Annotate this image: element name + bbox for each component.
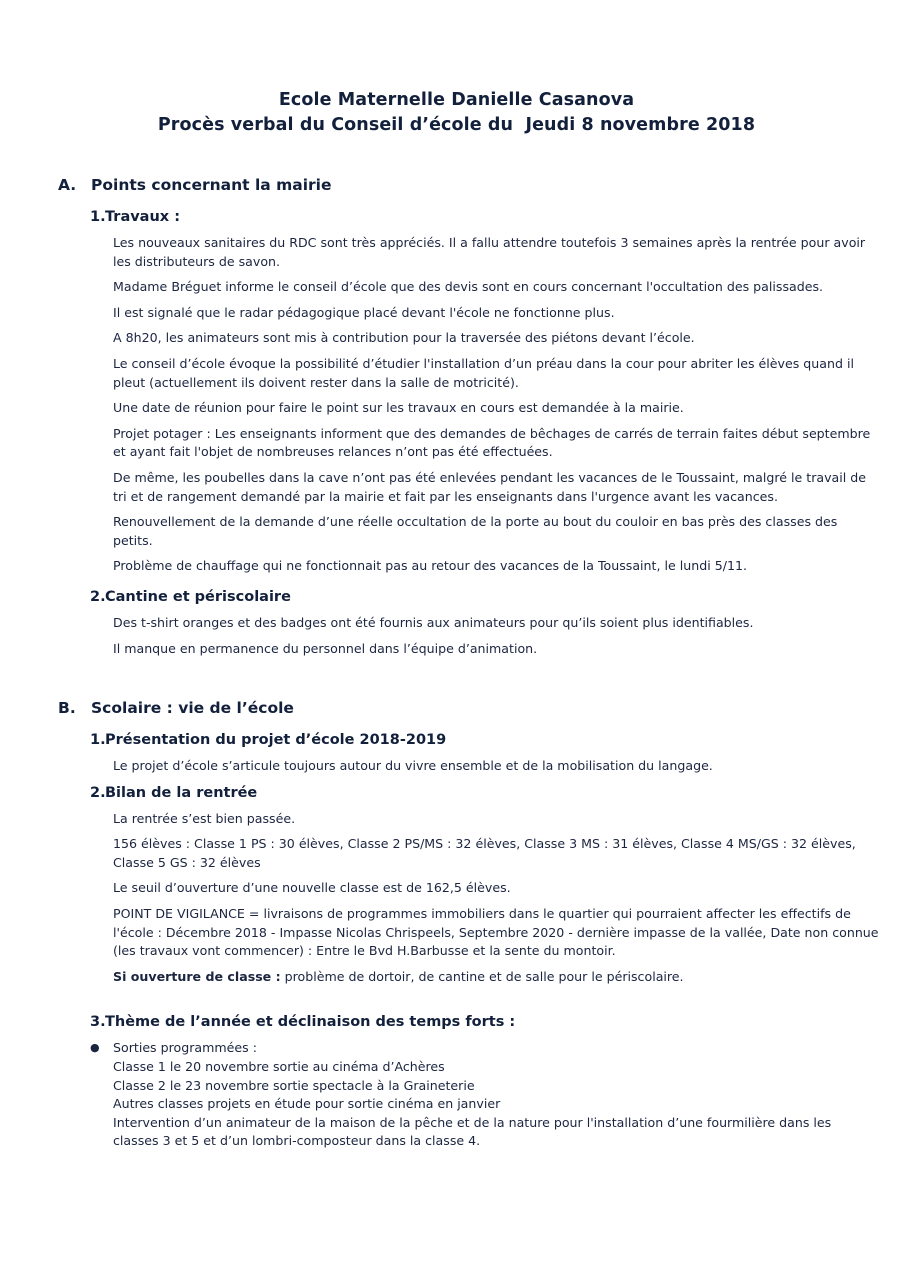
paragraph-rest: problème de dortoir, de cantine et de salle pour le périscolaire. (280, 968, 684, 984)
section-b-heading (0, 698, 913, 719)
subsection-a1-heading (0, 207, 913, 227)
subsection-b3-title: Thème de l’année et déclinaison des temps forts : (105, 1014, 516, 1031)
paragraph: De même, les poubelles dans la cave n’ont pas été enlevées pendant les vacances de le Toussaint, malgré le travail de tri et de rangement demandé par la mairie et fait par les enseignants dans l'urgence avant les vacances. (113, 469, 866, 504)
paragraph: Les nouveaux sanitaires du RDC sont très appréciés. Il a fallu attendre toutefois 3 semaines après la rentrée pour avoir les distributeurs de savon. (113, 235, 866, 269)
title-line-2: Procès verbal du Conseil d’école du Jeudi 8 novembre 2018 (157, 115, 756, 135)
paragraph: Problème de chauffage qui ne fonctionnait pas au retour des vacances de la Toussaint, le lundi 5/11. (113, 558, 747, 574)
section-a-title: Points concernant la mairie (91, 176, 332, 194)
section-b (0, 698, 913, 1151)
paragraph: Une date de réunion pour faire le point sur les travaux en cours est demandée à la mairie. (113, 400, 684, 416)
spacer (0, 506, 913, 513)
spacer (0, 658, 913, 698)
spacer (0, 322, 913, 329)
subsection-a1-marker: 1. (90, 209, 106, 225)
bullet-icon: ● (90, 1041, 100, 1055)
paragraph: Renouvellement de la demande d’une réelle occultation de la porte au bout du couloir en bas près des classes des petits. (113, 514, 838, 548)
spacer (0, 828, 913, 835)
spacer (0, 196, 913, 207)
paragraph: Madame Bréguet informe le conseil d’école que des devis sont en cours concernant l'occultation des palissades. (113, 279, 824, 295)
spacer (0, 418, 913, 425)
paragraph-si-ouverture (0, 968, 913, 987)
subsection-a2-marker: 2. (90, 588, 106, 605)
spacer (0, 872, 913, 879)
spacer (0, 719, 913, 730)
section-a (0, 175, 913, 658)
list-item-subline: Classe 2 le 23 novembre sortie spectacle à la Graineterie (113, 1077, 475, 1093)
spacer (0, 961, 913, 968)
spacer (0, 607, 913, 614)
section-a-marker: A. (58, 176, 77, 194)
spacer (0, 898, 913, 905)
spacer (0, 776, 913, 783)
paragraph: A 8h20, les animateurs sont mis à contribution pour la traversée des piétons devant l’école. (113, 330, 695, 346)
spacer (0, 750, 913, 757)
spacer (0, 462, 913, 469)
subsection-b1-heading (0, 730, 913, 750)
spacer (0, 227, 913, 234)
section-a-heading (0, 175, 913, 196)
paragraph: Il est signalé que le radar pédagogique placé devant l'école ne fonctionne plus. (113, 304, 615, 320)
subsection-b1-title: Présentation du projet d’école 2018-2019 (105, 732, 447, 749)
spacer (0, 576, 913, 587)
section-b-title: Scolaire : vie de l’école (91, 699, 294, 718)
title-line-1: Ecole Maternelle Danielle Casanova (278, 90, 635, 110)
subsection-a2-heading (0, 587, 913, 607)
subsection-b2-title: Bilan de la rentrée (105, 784, 258, 801)
section-b-marker: B. (58, 699, 76, 718)
list-item-subline: Autres classes projets en étude pour sortie cinéma en janvier (113, 1096, 501, 1112)
paragraph: Il manque en permanence du personnel dans l’équipe d’animation. (113, 640, 538, 656)
spacer (0, 271, 913, 278)
spacer (0, 297, 913, 304)
paragraph: Projet potager : Les enseignants informent que des demandes de bêchages de carrés de terrain faites début septembre et ayant fait l'objet de nombreuses relances n’ont pas été effectuées. (113, 425, 871, 460)
subsection-b2-marker: 2. (90, 784, 106, 801)
subsection-b2-heading (0, 783, 913, 803)
spacer (0, 348, 913, 355)
list-item-subline: Intervention d’un animateur de la maison de la pêche et de la nature pour l'installation d’une fourmilière dans les classes 3 et 5 et d’un lombri-composteur dans la classe 4. (113, 1114, 832, 1149)
paragraph: Le seuil d’ouverture d’une nouvelle classe est de 162,5 élèves. (113, 880, 511, 896)
subsection-a2-title: Cantine et périscolaire (105, 588, 291, 605)
list-item (0, 1039, 913, 1151)
spacer (0, 550, 913, 557)
spacer (0, 1032, 913, 1039)
paragraph: 156 élèves : Classe 1 PS : 30 élèves, Classe 2 PS/MS : 32 élèves, Classe 3 MS : 31 élèves, Classe 4 MS/GS : 32 élèves, Classe 5 GS : 32 élèves (113, 836, 856, 870)
spacer (0, 986, 913, 1012)
subsection-b3-marker: 3. (90, 1014, 106, 1031)
subsection-b3-heading (0, 1012, 913, 1032)
spacer (0, 803, 913, 810)
subsection-a1-title: Travaux : (105, 209, 180, 225)
list-item-lead: Sorties programmées : (113, 1040, 257, 1056)
subsection-b1-marker: 1. (90, 732, 106, 749)
paragraph: La rentrée s’est bien passée. (113, 810, 296, 826)
paragraph: Le projet d’école s’articule toujours autour du vivre ensemble et de la mobilisation du langage. (113, 758, 713, 774)
spacer (0, 392, 913, 399)
paragraph: Le conseil d’école évoque la possibilité d’étudier l'installation d’un préau dans la cour pour abriter les élèves quand il pleut (actuellement ils doivent rester dans la salle de motricité). (113, 355, 854, 390)
spacer (0, 633, 913, 640)
list-item-body (113, 1039, 880, 1151)
list-item-subline: Classe 1 le 20 novembre sortie au cinéma d’Achères (113, 1059, 445, 1075)
paragraph: Des t-shirt oranges et des badges ont été fournis aux animateurs pour qu’ils soient plus identifiables. (113, 614, 754, 630)
bold-lead: Si ouverture de classe : (113, 968, 281, 984)
paragraph: POINT DE VIGILANCE = livraisons de programmes immobiliers dans le quartier qui pourraient affecter les effectifs de l'école : Décembre 2018 - Impasse Nicolas Chrispeels, Septembre 2020 - dernière impasse de la vallée, Date non connue (les travaux vont commencer) : Entre le Bvd H.Barbusse et la sente du montoir. (113, 906, 879, 959)
page-title (0, 0, 913, 138)
